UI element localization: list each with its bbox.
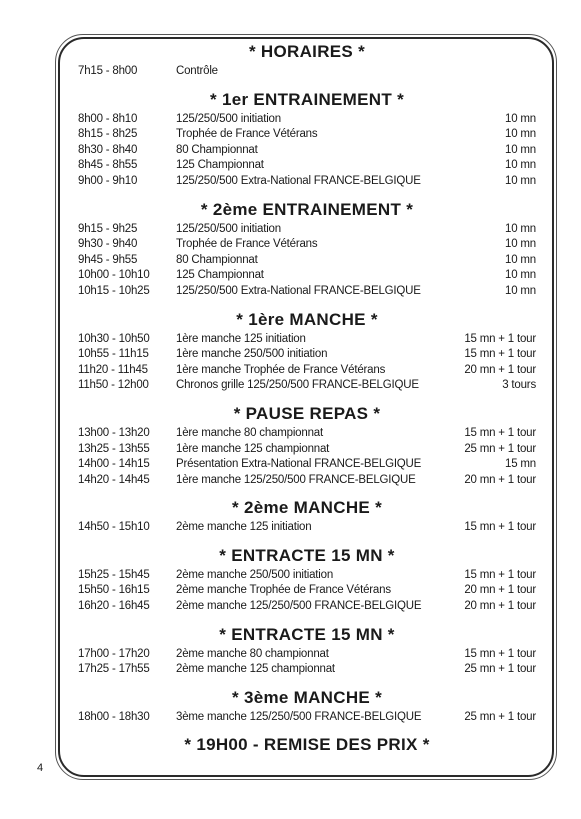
- event-description: 2ème manche 125/250/500 FRANCE-BELGIQUE: [176, 600, 422, 613]
- schedule-row: [78, 583, 536, 599]
- event-duration: 15 mn + 1 tour: [464, 568, 536, 581]
- schedule-row: [78, 174, 536, 190]
- schedule-row: [78, 363, 536, 379]
- event-duration: 10 mn: [505, 222, 536, 235]
- event-description: 2ème manche 125 championnat: [176, 663, 335, 676]
- schedule-row: [78, 520, 536, 536]
- time-slot: 17h00 - 17h20: [78, 647, 150, 660]
- event-duration: 10 mn: [505, 238, 536, 251]
- schedule-rows: [78, 222, 536, 300]
- schedule-row: [78, 662, 536, 678]
- section-heading: * 3ème MANCHE *: [232, 687, 382, 707]
- event-description: 125 Championnat: [176, 159, 264, 172]
- event-duration: 25 mn + 1 tour: [464, 710, 536, 723]
- event-description: Présentation Extra-National FRANCE-BELGIQUE: [176, 458, 422, 471]
- time-slot: 9h00 - 9h10: [78, 174, 138, 187]
- schedule-row: [78, 378, 536, 394]
- event-description: 3ème manche 125/250/500 FRANCE-BELGIQUE: [176, 710, 422, 723]
- event-description: Chronos grille 125/250/500 FRANCE-BELGIQUE: [176, 379, 419, 392]
- event-description: 1ère manche 125 initiation: [176, 332, 306, 345]
- schedule-row: [78, 473, 536, 489]
- event-description: Contrôle: [176, 65, 218, 77]
- schedule-row: [78, 143, 536, 159]
- event-duration: 15 mn + 1 tour: [464, 348, 536, 361]
- time-slot: 10h15 - 10h25: [78, 284, 150, 297]
- time-slot: 13h25 - 13h55: [78, 442, 150, 455]
- time-slot: 15h25 - 15h45: [78, 568, 150, 581]
- section-heading: * 19H00 - REMISE DES PRIX *: [184, 735, 430, 755]
- event-description: 80 Championnat: [176, 143, 258, 156]
- schedule-row: [78, 64, 536, 80]
- event-duration: 10 mn: [505, 128, 536, 141]
- event-description: 1ère manche 125 championnat: [176, 442, 330, 455]
- schedule-row: [78, 112, 536, 128]
- event-duration: 10 mn: [505, 159, 536, 172]
- section-gap: [78, 394, 536, 402]
- event-duration: 10 mn: [505, 112, 536, 125]
- time-slot: 9h15 - 9h25: [78, 222, 138, 235]
- time-slot: 11h50 - 12h00: [78, 379, 149, 392]
- section-gap: [78, 300, 536, 308]
- schedule-row: [78, 568, 536, 584]
- schedule-rows: [78, 710, 536, 726]
- event-duration: 10 mn: [505, 253, 536, 266]
- page-number: 4: [37, 762, 44, 774]
- section-heading: * 1er ENTRAINEMENT *: [210, 89, 404, 109]
- time-slot: 11h20 - 11h45: [78, 363, 148, 376]
- section-gap: [78, 536, 536, 544]
- schedule-row: [78, 332, 536, 348]
- schedule-row: [78, 253, 536, 269]
- event-description: 125/250/500 initiation: [176, 222, 281, 235]
- time-slot: 8h30 - 8h40: [78, 143, 138, 156]
- time-slot: 16h20 - 16h45: [78, 600, 150, 613]
- schedule-row: [78, 457, 536, 473]
- event-duration: 15 mn + 1 tour: [464, 426, 536, 439]
- schedule-row: [78, 710, 536, 726]
- section-heading: * 2ème MANCHE *: [232, 498, 382, 518]
- time-slot: 8h00 - 8h10: [78, 112, 138, 125]
- schedule-row: [78, 158, 536, 174]
- event-duration: [476, 64, 536, 80]
- event-description: Trophée de France Vétérans: [176, 128, 318, 141]
- time-slot: 10h00 - 10h10: [78, 269, 150, 282]
- event-description: 125/250/500 Extra-National FRANCE-BELGIQUE: [176, 174, 421, 187]
- event-duration: 10 mn: [505, 284, 536, 297]
- time-slot: 18h00 - 18h30: [78, 710, 150, 723]
- event-duration: 15 mn + 1 tour: [464, 647, 536, 660]
- event-duration: 10 mn: [505, 174, 536, 187]
- event-duration: 15 mn: [505, 458, 536, 471]
- event-description: Trophée de France Vétérans: [176, 238, 318, 251]
- section-heading: * HORAIRES *: [248, 42, 365, 61]
- time-slot: 9h30 - 9h40: [78, 238, 138, 251]
- section-gap: [78, 678, 536, 686]
- event-description: 2ème manche 80 championnat: [176, 647, 329, 660]
- section-heading: * 2ème ENTRAINEMENT *: [200, 199, 414, 219]
- schedule-rows: [78, 112, 536, 190]
- schedule-row: [78, 268, 536, 284]
- schedule-row: [78, 222, 536, 238]
- section-heading: * 1ère MANCHE *: [236, 309, 378, 329]
- schedule-row: [78, 347, 536, 363]
- schedule-row: [78, 127, 536, 143]
- section-heading: * ENTRACTE 15 MN *: [219, 624, 395, 644]
- schedule-row: [78, 442, 536, 458]
- time-slot: 14h00 - 14h15: [78, 458, 150, 471]
- section-gap: [78, 190, 536, 198]
- event-description: 1ère manche 125/250/500 FRANCE-BELGIQUE: [176, 473, 416, 486]
- time-slot: 14h20 - 14h45: [78, 473, 150, 486]
- event-description: 80 Championnat: [176, 253, 258, 266]
- section-gap: [78, 488, 536, 496]
- time-slot: 7h15 - 8h00: [78, 65, 138, 77]
- schedule-rows: [78, 520, 536, 536]
- schedule: [78, 40, 536, 757]
- section-gap: [78, 725, 536, 733]
- schedule-row: [78, 237, 536, 253]
- event-duration: 20 mn + 1 tour: [464, 363, 536, 376]
- section-gap: [78, 615, 536, 623]
- section-heading: * ENTRACTE 15 MN *: [219, 545, 395, 565]
- event-description: 2ème manche Trophée de France Vétérans: [176, 584, 391, 597]
- schedule-rows: [78, 426, 536, 488]
- event-description: 125/250/500 Extra-National FRANCE-BELGIQUE: [176, 284, 421, 297]
- time-slot: 9h45 - 9h55: [78, 253, 138, 266]
- section-gap: [78, 80, 536, 88]
- time-slot: 15h50 - 16h15: [78, 584, 150, 597]
- schedule-rows: [78, 568, 536, 615]
- event-description: 1ère manche 80 championnat: [176, 426, 323, 439]
- schedule-row: [78, 599, 536, 615]
- schedule-rows: [78, 64, 536, 80]
- schedule-row: [78, 647, 536, 663]
- event-description: 125 Championnat: [176, 269, 264, 282]
- time-slot: 10h55 - 11h15: [78, 348, 149, 361]
- time-slot: 14h50 - 15h10: [78, 521, 150, 534]
- time-slot: 8h45 - 8h55: [78, 159, 138, 172]
- event-duration: 10 mn: [505, 143, 536, 156]
- event-duration: 3 tours: [502, 379, 536, 392]
- event-description: 125/250/500 initiation: [176, 112, 281, 125]
- event-duration: 15 mn + 1 tour: [464, 332, 536, 345]
- event-description: 1ère manche Trophée de France Vétérans: [176, 363, 386, 376]
- schedule-row: [78, 284, 536, 300]
- section-heading: * PAUSE REPAS *: [233, 403, 381, 423]
- event-duration: 20 mn + 1 tour: [464, 584, 536, 597]
- event-description: 2ème manche 125 initiation: [176, 521, 312, 534]
- event-description: 1ère manche 250/500 initiation: [176, 348, 328, 361]
- time-slot: 17h25 - 17h55: [78, 663, 150, 676]
- schedule-row: [78, 426, 536, 442]
- time-slot: 13h00 - 13h20: [78, 426, 150, 439]
- event-duration: 15 mn + 1 tour: [464, 521, 536, 534]
- time-slot: 10h30 - 10h50: [78, 332, 150, 345]
- schedule-rows: [78, 332, 536, 394]
- event-duration: 20 mn + 1 tour: [464, 600, 536, 613]
- event-description: 2ème manche 250/500 initiation: [176, 568, 334, 581]
- event-duration: 10 mn: [505, 269, 536, 282]
- schedule-rows: [78, 647, 536, 678]
- event-duration: 25 mn + 1 tour: [464, 442, 536, 455]
- event-duration: 25 mn + 1 tour: [464, 663, 536, 676]
- time-slot: 8h15 - 8h25: [78, 128, 138, 141]
- event-duration: 20 mn + 1 tour: [464, 473, 536, 486]
